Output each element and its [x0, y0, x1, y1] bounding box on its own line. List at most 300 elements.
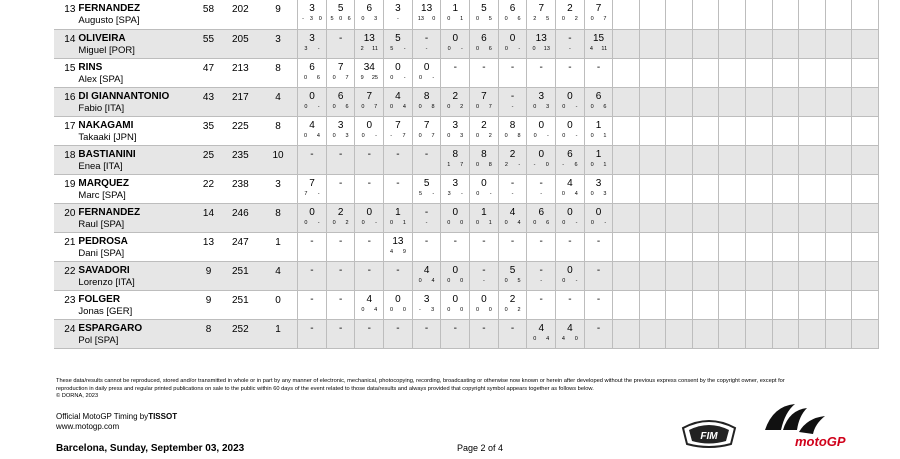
sub-point-value: 2 — [504, 161, 508, 168]
race-points: 0 — [481, 177, 487, 189]
sub-point-value: 7 — [460, 161, 464, 168]
race-points: 6 — [538, 206, 544, 218]
empty-race-cell — [719, 0, 746, 29]
race-result-cell — [498, 116, 527, 145]
empty-race-cell — [719, 116, 746, 145]
race-result-cell — [384, 290, 413, 319]
race-sub-points — [384, 45, 412, 54]
empty-race-cell — [852, 174, 879, 203]
race-points: - — [338, 148, 343, 160]
empty-race-cell — [719, 174, 746, 203]
sub-point-value: 0 — [361, 306, 365, 313]
race-result-cell — [527, 87, 556, 116]
race-sub-points — [441, 132, 469, 141]
race-sub-points — [384, 103, 412, 112]
race-result-cell — [326, 203, 355, 232]
sub-point-value: 0 — [304, 219, 308, 226]
race-result-cell — [498, 145, 527, 174]
race-sub-points — [355, 219, 383, 228]
race-sub-points — [441, 103, 469, 112]
empty-race-cell — [639, 232, 666, 261]
empty-race-cell — [692, 58, 719, 87]
race-sub-points — [556, 132, 584, 141]
empty-race-cell — [852, 116, 879, 145]
race-points: 0 — [395, 61, 401, 73]
rider-cell — [78, 232, 195, 261]
rider-position: 21 — [54, 232, 78, 261]
race-sub-points — [441, 15, 469, 24]
race-sub-points — [585, 219, 613, 228]
rider-first-name-nation: Alex [SPA] — [78, 73, 124, 85]
sub-point-value: 6 — [316, 74, 320, 81]
disclaimer-body: These data/results cannot be reproduced, stored and/or transmitted in whole or in part by any manner of electronic, mechanical, photocopying, recording, broadcasting or otherwise now known or herein after developed without the previous express consent by the copyright owner, except for reproduction in daily press and regular printed publications on sale to the public within 60 days of the event related to those data/results and always provided that copyright symbol appears together as follows below. — [56, 378, 785, 392]
sub-point-value: 0 — [447, 219, 451, 226]
gap-to-previous: 0 — [259, 290, 298, 319]
sub-point-value: 7 — [488, 103, 492, 110]
race-result-cell — [441, 145, 470, 174]
sub-point-value: 0 — [332, 103, 336, 110]
rider-last-name: NAKAGAMI — [78, 119, 134, 131]
empty-race-cell — [825, 261, 852, 290]
race-result-cell — [441, 0, 470, 29]
race-points: 3 — [595, 177, 602, 189]
sub-point-value: 0 — [488, 306, 492, 313]
empty-race-cell — [666, 0, 693, 29]
rider-last-name: DI GIANNANTONIO — [78, 90, 170, 102]
race-points: 0 — [366, 119, 373, 131]
race-sub-points — [556, 277, 584, 286]
race-points: - — [539, 264, 543, 276]
race-result-cell — [470, 232, 499, 261]
rider-cell — [78, 116, 195, 145]
race-points: 7 — [309, 177, 315, 189]
race-sub-points — [441, 277, 469, 286]
empty-race-cell — [719, 145, 746, 174]
empty-race-cell — [719, 58, 746, 87]
empty-race-cell — [639, 145, 666, 174]
race-result-cell — [470, 116, 499, 145]
sub-point-value: 4 — [546, 335, 550, 342]
rider-points: 13 — [195, 232, 222, 261]
empty-race-cell — [666, 261, 693, 290]
sub-point-value: 0 — [460, 219, 464, 226]
sub-point-value: 0 — [475, 103, 480, 110]
race-points: 0 — [452, 206, 459, 218]
race-sub-points — [527, 15, 555, 24]
sub-point-value: 0 — [504, 306, 508, 313]
sub-point-value: 0 — [533, 335, 537, 342]
race-sub-points — [585, 161, 613, 170]
race-points: 3 — [452, 177, 459, 189]
race-points: - — [310, 235, 314, 247]
race-points: 0 — [509, 32, 516, 44]
empty-race-cell — [746, 116, 773, 145]
gap-to-previous: 8 — [259, 58, 298, 87]
gap-to-previous: 8 — [259, 116, 298, 145]
empty-race-cell — [639, 87, 666, 116]
table-row — [54, 174, 879, 203]
race-points: 3 — [538, 90, 544, 102]
rider-points: 8 — [195, 319, 222, 348]
race-result-cell — [412, 174, 441, 203]
race-sub-points — [413, 190, 441, 199]
sub-point-value: 1 — [447, 161, 451, 168]
race-points: 1 — [595, 148, 602, 160]
sub-point-value: 0 — [533, 219, 537, 226]
empty-race-cell — [825, 203, 852, 232]
empty-race-cell — [852, 203, 879, 232]
sub-point-value: 5 — [330, 16, 334, 22]
race-result-cell — [498, 29, 527, 58]
race-sub-points — [327, 15, 355, 24]
race-sub-points — [499, 190, 527, 199]
race-points: 0 — [595, 206, 602, 218]
sub-point-value: 7 — [603, 16, 607, 22]
empty-race-cell — [692, 29, 719, 58]
gap-to-previous: 4 — [259, 87, 298, 116]
sub-point-value: 0 — [561, 16, 565, 22]
empty-race-cell — [666, 319, 693, 348]
empty-race-cell — [799, 29, 826, 58]
sub-point-value: - — [511, 103, 514, 110]
race-result-cell — [298, 261, 327, 290]
sub-point-value: 3 — [345, 132, 349, 139]
sub-point-value: 3 — [546, 103, 550, 110]
race-sub-points — [327, 103, 355, 112]
gap-to-leader: 225 — [222, 116, 259, 145]
sub-point-value: 8 — [431, 103, 435, 110]
sub-point-value: 0 — [332, 219, 336, 226]
sub-point-value: - — [317, 45, 320, 52]
race-result-cell — [441, 29, 470, 58]
race-points: 0 — [567, 206, 573, 218]
race-points: - — [482, 61, 486, 73]
race-result-cell — [298, 87, 327, 116]
race-result-cell — [584, 58, 613, 87]
race-sub-points — [556, 45, 584, 54]
timing-credit — [56, 412, 177, 432]
race-points: 0 — [423, 61, 430, 73]
rider-points: 9 — [195, 290, 222, 319]
sub-point-value: 0 — [418, 103, 422, 110]
empty-race-cell — [666, 174, 693, 203]
sub-point-value: 0 — [475, 219, 480, 226]
sub-point-value: - — [562, 161, 565, 168]
race-points: - — [453, 61, 457, 73]
empty-race-cell — [692, 87, 719, 116]
race-result-cell — [556, 58, 585, 87]
rider-first-name-nation: Fabio [ITA] — [78, 102, 125, 114]
race-points: 4 — [423, 264, 430, 276]
race-points: - — [310, 148, 314, 160]
race-points: 2 — [337, 206, 344, 218]
sub-point-value: 0 — [590, 219, 594, 226]
sub-point-value: 3 — [603, 190, 607, 197]
race-sub-points — [413, 219, 441, 228]
sub-point-value: - — [575, 132, 578, 139]
race-points: 3 — [423, 293, 430, 305]
race-points: 1 — [452, 3, 459, 14]
race-points: - — [396, 322, 400, 334]
gap-to-leader: 247 — [222, 232, 259, 261]
race-result-cell — [384, 203, 413, 232]
race-result-cell — [527, 232, 556, 261]
empty-race-cell — [825, 145, 852, 174]
race-result-cell — [326, 145, 355, 174]
sub-point-value: 0 — [590, 103, 594, 110]
rider-last-name: PEDROSA — [78, 235, 128, 247]
empty-race-cell — [852, 29, 879, 58]
sub-point-value: 1 — [603, 132, 607, 139]
empty-race-cell — [613, 261, 640, 290]
empty-race-cell — [772, 87, 799, 116]
race-points: 4 — [509, 206, 516, 218]
race-points: 4 — [309, 119, 315, 131]
race-sub-points — [527, 132, 555, 141]
empty-race-cell — [825, 319, 852, 348]
empty-race-cell — [852, 0, 879, 29]
sub-point-value: 3 — [309, 16, 313, 22]
sub-point-value: 6 — [345, 103, 349, 110]
empty-race-cell — [799, 58, 826, 87]
sub-point-value: 25 — [371, 74, 378, 81]
sub-point-value: 4 — [316, 132, 320, 139]
sub-point-value: 2 — [345, 219, 349, 226]
race-points: 0 — [309, 90, 315, 102]
empty-race-cell — [692, 290, 719, 319]
race-points: - — [367, 322, 371, 334]
sub-point-value: 0 — [562, 219, 566, 226]
race-sub-points — [441, 161, 469, 170]
race-sub-points — [441, 219, 469, 228]
race-result-cell — [298, 29, 327, 58]
rider-position: 17 — [54, 116, 78, 145]
race-sub-points — [355, 45, 383, 54]
race-sub-points — [413, 74, 441, 83]
gap-to-previous: 8 — [259, 203, 298, 232]
rider-points: 43 — [195, 87, 222, 116]
empty-race-cell — [825, 29, 852, 58]
race-points: 1 — [595, 119, 602, 131]
rider-first-name-nation: Marc [SPA] — [78, 189, 126, 201]
empty-race-cell — [746, 29, 773, 58]
empty-race-cell — [692, 145, 719, 174]
race-points: 0 — [538, 119, 544, 131]
race-points: 13 — [363, 32, 375, 44]
empty-race-cell — [746, 58, 773, 87]
empty-race-cell — [799, 290, 826, 319]
race-result-cell — [384, 319, 413, 348]
empty-race-cell — [613, 174, 640, 203]
rider-last-name: ESPARGARO — [78, 322, 143, 334]
race-sub-points — [384, 306, 412, 315]
race-result-cell — [441, 319, 470, 348]
sub-point-value: 5 — [488, 16, 492, 22]
sub-point-value: - — [489, 190, 492, 197]
empty-race-cell — [772, 203, 799, 232]
sub-point-value: 0 — [447, 277, 451, 284]
sub-point-value: 4 — [389, 248, 394, 255]
rider-last-name: BASTIANINI — [78, 148, 136, 160]
svg-text:FIM: FIM — [700, 431, 718, 442]
sub-point-value: 0 — [460, 306, 464, 313]
rider-points: 9 — [195, 261, 222, 290]
rider-position: 23 — [54, 290, 78, 319]
sub-point-value: 0 — [590, 132, 594, 139]
race-sub-points — [413, 45, 441, 54]
sub-point-value: 4 — [561, 335, 565, 342]
race-points: - — [482, 322, 486, 334]
race-sub-points — [470, 219, 498, 228]
gap-to-leader: 251 — [222, 261, 259, 290]
race-sub-points — [499, 219, 527, 228]
race-result-cell — [326, 87, 355, 116]
race-result-cell — [470, 174, 499, 203]
empty-race-cell — [799, 174, 826, 203]
sub-point-value: 9 — [402, 248, 406, 255]
race-result-cell — [355, 290, 384, 319]
race-result-cell — [470, 87, 499, 116]
race-sub-points — [499, 132, 527, 141]
race-points: - — [424, 206, 429, 218]
empty-race-cell — [719, 290, 746, 319]
sub-point-value: 0 — [304, 74, 308, 81]
race-sub-points — [413, 132, 441, 141]
sub-point-value: 0 — [590, 190, 594, 197]
race-result-cell — [470, 0, 499, 29]
race-points: 4 — [366, 293, 373, 305]
empty-race-cell — [825, 174, 852, 203]
race-points: - — [310, 322, 314, 334]
race-result-cell — [498, 261, 527, 290]
rider-last-name: RINS — [78, 61, 103, 73]
sub-point-value: 0 — [475, 16, 480, 22]
race-sub-points — [355, 306, 383, 315]
race-points: 4 — [395, 90, 401, 102]
disclaimer-text — [56, 378, 816, 401]
sub-point-value: - — [425, 45, 428, 52]
race-result-cell — [584, 232, 613, 261]
race-points: 6 — [337, 90, 344, 102]
empty-race-cell — [666, 29, 693, 58]
table-row — [54, 116, 879, 145]
race-points: - — [396, 264, 400, 276]
empty-race-cell — [852, 145, 879, 174]
sub-point-value: - — [518, 161, 521, 168]
race-result-cell — [355, 29, 384, 58]
table-row — [54, 319, 879, 348]
race-points: 6 — [509, 3, 516, 14]
race-result-cell — [384, 58, 413, 87]
race-points: - — [310, 293, 314, 305]
sub-point-value: 5 — [418, 190, 423, 197]
empty-race-cell — [746, 261, 773, 290]
sub-point-value: 0 — [504, 132, 508, 139]
empty-race-cell — [852, 261, 879, 290]
sub-point-value: 0 — [389, 103, 394, 110]
race-points: 3 — [395, 3, 401, 14]
race-sub-points — [527, 190, 555, 199]
race-result-cell — [556, 290, 585, 319]
sub-point-value: 0 — [504, 16, 508, 22]
rider-cell — [78, 145, 195, 174]
race-result-cell — [584, 174, 613, 203]
race-result-cell — [384, 87, 413, 116]
race-result-cell — [498, 290, 527, 319]
sub-point-value: 0 — [562, 103, 566, 110]
race-points: 5 — [337, 3, 344, 14]
race-sub-points — [470, 15, 498, 24]
sub-point-value: 0 — [418, 74, 423, 81]
sub-point-value: 0 — [390, 74, 394, 81]
race-points: 0 — [567, 119, 573, 131]
race-sub-points — [527, 335, 555, 344]
empty-race-cell — [746, 174, 773, 203]
race-points: - — [596, 293, 601, 305]
race-result-cell — [556, 174, 585, 203]
sub-point-value: - — [397, 16, 399, 22]
race-sub-points — [499, 277, 527, 286]
race-points: - — [539, 177, 543, 189]
race-points: - — [510, 61, 515, 73]
race-points: 8 — [452, 148, 459, 160]
sub-point-value: 7 — [374, 103, 378, 110]
fim-logo — [681, 418, 737, 448]
sub-point-value: 11 — [601, 45, 608, 52]
sub-point-value: 3 — [304, 45, 308, 52]
sub-point-value: 13 — [543, 45, 550, 52]
race-sub-points — [470, 306, 498, 315]
race-points: 13 — [421, 3, 433, 14]
rider-points: 55 — [195, 29, 222, 58]
race-result-cell — [498, 87, 527, 116]
sub-point-value: 13 — [417, 16, 424, 22]
race-result-cell — [441, 174, 470, 203]
race-points: 6 — [366, 3, 373, 14]
empty-race-cell — [799, 0, 826, 29]
race-points: - — [482, 264, 486, 276]
race-result-cell — [441, 290, 470, 319]
sub-point-value: 3 — [447, 190, 451, 197]
race-points: 7 — [423, 119, 430, 131]
gap-to-leader: 238 — [222, 174, 259, 203]
race-points: - — [510, 177, 515, 189]
race-result-cell — [355, 261, 384, 290]
race-result-cell — [527, 319, 556, 348]
empty-race-cell — [746, 290, 773, 319]
sub-point-value: 0 — [562, 277, 566, 284]
race-points: 1 — [481, 206, 487, 218]
race-result-cell — [470, 203, 499, 232]
race-points: 6 — [481, 32, 487, 44]
rider-points: 25 — [195, 145, 222, 174]
race-result-cell — [470, 145, 499, 174]
rider-cell — [78, 261, 195, 290]
race-sub-points — [327, 219, 355, 228]
rider-last-name: FOLGER — [78, 293, 121, 305]
sub-point-value: - — [432, 190, 435, 197]
rider-cell — [78, 290, 195, 319]
sub-point-value: 8 — [488, 161, 492, 168]
sub-point-value: - — [302, 16, 304, 22]
race-result-cell — [384, 232, 413, 261]
svg-text:motoGP: motoGP — [795, 434, 846, 449]
race-sub-points — [556, 335, 584, 344]
empty-race-cell — [772, 0, 799, 29]
website-link[interactable]: www.motogp.com — [56, 422, 120, 431]
race-result-cell — [326, 0, 355, 29]
empty-race-cell — [613, 29, 640, 58]
